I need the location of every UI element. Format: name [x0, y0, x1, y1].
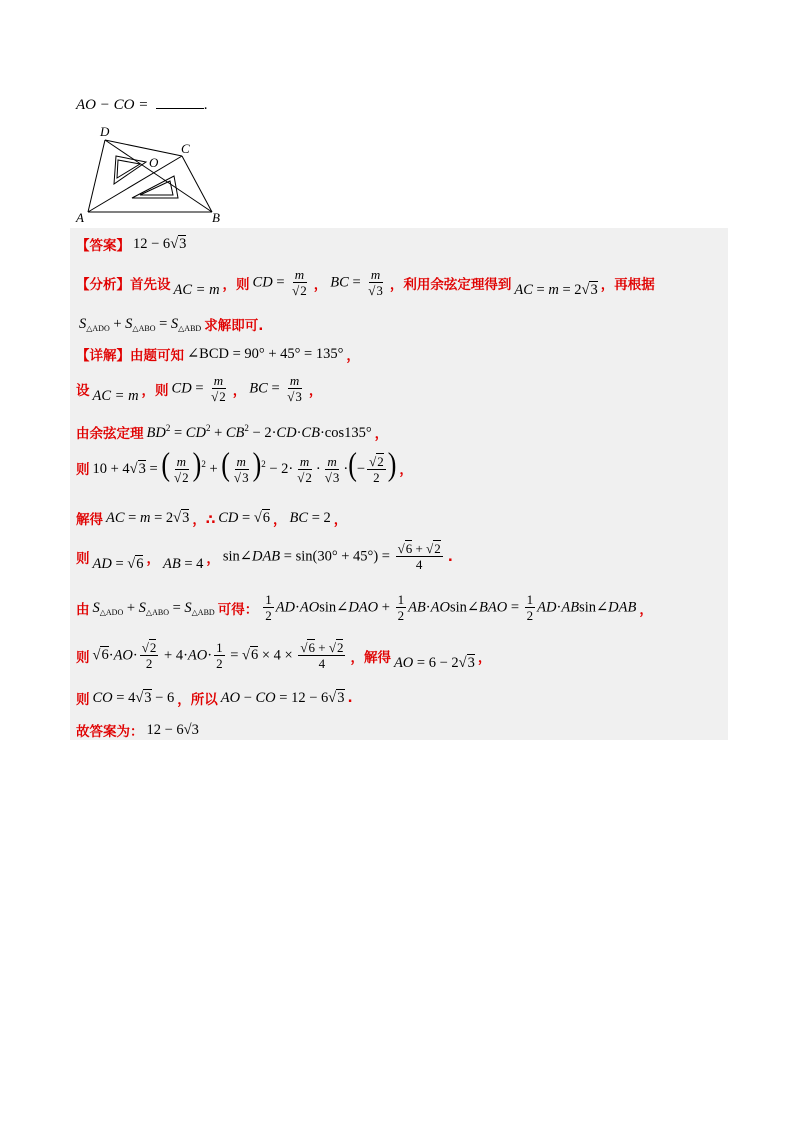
side-cb [182, 156, 212, 212]
geometry-figure [70, 120, 230, 228]
detail-line-9: 则 CO = 4√3 − 6 ，所以 AO − CO = 12 − 6√3 . [76, 689, 353, 708]
final-answer-line: 故答案为： 12 − 6√3 [76, 721, 199, 740]
detail-line-4: 则 10 + 4√3 = ( $\frac{m}{√2}$ )$^2$ + ( $\frac{m}{√3}$ )$^2$ − 2· $\frac{m}{√2}$ · $\frac{m}{√3}$ ·(− $\frac{√2}{2}$ ) ， [76, 446, 413, 485]
label-o: O [149, 155, 159, 170]
answer-tag: 【答案】 [76, 238, 130, 254]
answer-line [76, 234, 189, 254]
analysis-line-2: $S_{\triangle ADO} + S_{\triangle ABO} = S_{\triangle ABD}$ 求解即可. [79, 315, 264, 334]
final-answer-value: 12 − 6√3 [146, 721, 199, 738]
detail-line-7: 由 $S_{\triangle ADO} + S_{\triangle ABO} = S_{\triangle ABD}$ 可得： $\frac{1}{2}$ AD·AOsin∠DAO + $\frac{1}{2}$ AB·AOsin∠BAO = $\frac{1}{2}$ AD·ABsin∠DAB ， [76, 592, 653, 623]
label-a: A [76, 210, 84, 225]
detail-line-6: 则 AD = √6 ， AB = 4 ， sin∠DAB = sin(30° + 45°) = $\frac{√6 + √2}{4}$ . [76, 540, 453, 572]
analysis-line-1: 【分析】 首先设 AC = m ，则 CD = $\frac{m}{√2}$ ， BC = $\frac{m}{√3}$ ，利用余弦定理得到 AC = m = 2√3 ，再根据 [76, 266, 655, 298]
label-c: C [181, 141, 190, 156]
side-ad [88, 140, 105, 212]
detail-line-2: 设 AC = m ，则 CD = $\frac{m}{√2}$ ， BC = $\frac{m}{√3}$ ， [76, 372, 323, 404]
detail-line-3: 由余弦定理 $BD^2 = CD^2 + CB^2 - 2\cdot CD\cdot CB\cdot\cos 135^\circ$ ， [76, 422, 389, 442]
diagonal-ac [88, 156, 182, 212]
answer-blank [156, 96, 204, 109]
question-text: AO − CO = [76, 97, 153, 113]
question-line: AO − CO = . [76, 97, 208, 113]
detail-line-5: 解得 AC = m = 2√3 ，∴ CD = √6 ， BC = 2 ， [76, 509, 348, 528]
detail-line-8: 则 √6·AO· $\frac{√2}{2}$ + 4·AO· $\frac{1}{2}$ = √6 × 4 × $\frac{√6 + √2}{4}$ ，解得 AO = 6 − 2√3 ， [76, 640, 492, 671]
detail-line-1: 【详解】 由题可知 ∠BCD = 90° + 45° = 135° ， [76, 345, 360, 364]
answer-value: 12 − 6√3 [133, 235, 187, 252]
label-b: B [212, 210, 220, 225]
label-d: D [100, 124, 110, 139]
